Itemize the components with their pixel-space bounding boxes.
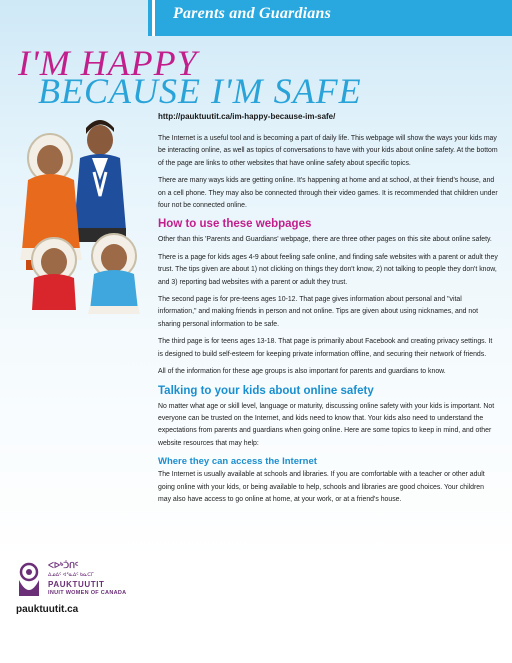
boy-figure (32, 238, 76, 310)
hero-title-line1: I'M HAPPY (18, 43, 198, 83)
logo-syllabics: ᐸᐅᒃᑑᑎᑦ (48, 561, 79, 570)
pauktuutit-logo (14, 560, 154, 630)
section2-paragraph: No matter what age or skill level, language or maturity, discussing online safety with your kids is important. Not everyone can be trusted on the Internet, and kids need to know that. Your kids also need to understand the expectations from parents and guardians when going online. Here are some topics to keep in mind, and other website resources that may help: (158, 402, 495, 447)
logo-name: PAUKTUUTIT (48, 580, 105, 589)
section1-paragraph: Other than this 'Parents and Guardians' webpage, there are three other pages on this site about online safety. (158, 236, 492, 244)
girl-figure (88, 234, 140, 314)
section3-paragraph: The Internet is usually available at schools and libraries. If you are comfortable with a teacher or other adult going online with your kids, or being available to help, schools and libraries are good choices. Your children may also have access to go online at home, at your work, or at a friend's house. (158, 471, 485, 503)
logo-subtitle: INUIT WOMEN OF CANADA (48, 590, 127, 596)
man-figure (74, 120, 126, 242)
section1-paragraph: The second page is for pre-teens ages 10-12. That page gives information about personal and "vital information," and making friends in person and not online. Tips are given about using nicknames, and not sharing personal information to be safe. (158, 296, 478, 328)
logo-syllabics-subtitle: ᐃᓄᐃᑦ ᐊᕐᓇᐃᑦ ᑲᓇᑕᒥ (48, 572, 94, 578)
intro-paragraph-1: The Internet is a useful tool and is becoming a part of daily life. This webpage will show the ways your kids may be interacting online, as well as topics of conversations to have with your kids about online safety. At the bottom of the page are links to other websites that have online safety about specific topics. (158, 135, 498, 167)
section1-paragraph: There is a page for kids ages 4-9 about feeling safe online, and finding safe websites with a parent or adult they trust. The tips given are about 1) not clicking on things they don't know, 2) not talking to people they don't know, and 3) reporting bad websites with a parent or adult they trust. (158, 253, 498, 286)
section-heading-how-to-use: How to use these webpages (158, 218, 312, 231)
intro-paragraph-2: There are many ways kids are getting online. It's happening at home and at school, at their friend's house, and on a cell phone. They may also be connected through their video games. It is recommended that children under four not be connected online. (158, 177, 498, 210)
section1-paragraph: The third page is for teens ages 13-18. That page is primarily about Facebook and creating privacy settings. It is designed to build self-esteem for keeping private information offline, and securing their network of friends. (158, 338, 493, 358)
section-heading-access: Where they can access the Internet (158, 456, 317, 468)
banner-title: Parents and Guardians (173, 5, 332, 22)
page-url-link[interactable]: http://pauktuutit.ca/im-happy-because-im-safe/ (158, 112, 336, 121)
section-heading-talking: Talking to your kids about online safety (158, 384, 374, 397)
main-content (158, 133, 498, 511)
family-illustration (8, 110, 158, 315)
website-link[interactable]: pauktuutit.ca (16, 604, 79, 615)
section1-paragraph: All of the information for these age groups is also important for parents and guardians to know. (158, 368, 446, 376)
section-banner (152, 0, 512, 36)
logo-emblem-icon (14, 560, 44, 600)
hero-title-line2: BECAUSE I'M SAFE (38, 71, 362, 111)
